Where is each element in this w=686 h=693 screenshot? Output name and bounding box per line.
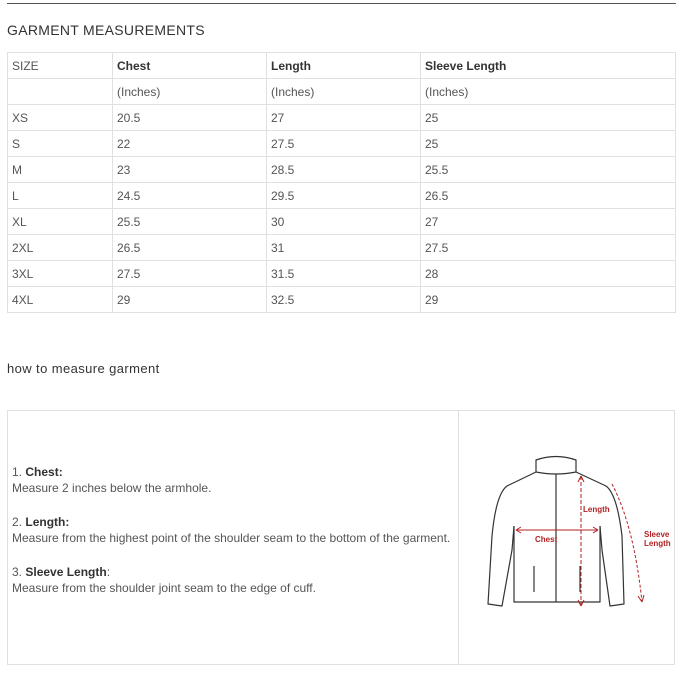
sleeve-label-line2: Length	[644, 539, 671, 548]
cell-chest: 22	[113, 131, 267, 157]
cell-chest: 26.5	[113, 235, 267, 261]
step-description: Measure from the highest point of the shoulder seam to the bottom of the garment.	[12, 531, 451, 545]
cell-sleeve-length: 28	[421, 261, 676, 287]
units-length: (Inches)	[267, 79, 421, 105]
cell-size: M	[8, 157, 113, 183]
cell-size: XS	[8, 105, 113, 131]
step-number: 2.	[12, 515, 23, 529]
table-row	[8, 131, 676, 157]
table-row	[8, 105, 676, 131]
length-label: Length	[583, 505, 610, 514]
table-row	[8, 261, 676, 287]
page-title: GARMENT MEASUREMENTS	[7, 22, 205, 38]
step-number: 3.	[12, 565, 23, 579]
cell-sleeve-length: 25	[421, 105, 676, 131]
cell-sleeve-length: 26.5	[421, 183, 676, 209]
table-row	[8, 287, 676, 313]
cell-size: L	[8, 183, 113, 209]
cell-size: XL	[8, 209, 113, 235]
cell-sleeve-length: 27.5	[421, 235, 676, 261]
cell-sleeve-length: 25.5	[421, 157, 676, 183]
table-row	[8, 235, 676, 261]
cell-size: S	[8, 131, 113, 157]
cell-chest: 23	[113, 157, 267, 183]
cell-chest: 24.5	[113, 183, 267, 209]
howto-heading: how to measure garment	[7, 361, 160, 376]
step-length	[12, 514, 450, 546]
sleeve-measure-line	[612, 484, 642, 602]
jacket-collar	[536, 457, 576, 475]
chest-label: Chest	[535, 535, 558, 544]
jacket-diagram	[474, 446, 674, 616]
cell-sleeve-length: 29	[421, 287, 676, 313]
cell-length: 27	[267, 105, 421, 131]
cell-sleeve-length: 27	[421, 209, 676, 235]
cell-chest: 20.5	[113, 105, 267, 131]
cell-length: 32.5	[267, 287, 421, 313]
cell-chest: 27.5	[113, 261, 267, 287]
units-chest: (Inches)	[113, 79, 267, 105]
step-title: Length:	[25, 515, 70, 529]
header-size: SIZE	[8, 53, 113, 79]
units-row	[8, 79, 676, 105]
header-length: Length	[267, 53, 421, 79]
step-description: Measure 2 inches below the armhole.	[12, 481, 212, 495]
table-header-row	[8, 53, 676, 79]
cell-chest: 25.5	[113, 209, 267, 235]
cell-size: 2XL	[8, 235, 113, 261]
cell-length: 28.5	[267, 157, 421, 183]
step-chest	[12, 464, 211, 496]
cell-sleeve-length: 25	[421, 131, 676, 157]
header-chest: Chest	[113, 53, 267, 79]
top-divider	[7, 3, 676, 4]
step-title: Chest:	[25, 465, 63, 479]
jacket-outline	[488, 457, 624, 607]
step-sleeve-length	[12, 564, 316, 596]
guide-divider	[458, 411, 459, 664]
cell-length: 31.5	[267, 261, 421, 287]
cell-length: 31	[267, 235, 421, 261]
step-title: Sleeve Length	[25, 565, 107, 579]
measure-guide	[7, 410, 675, 665]
cell-chest: 29	[113, 287, 267, 313]
step-number: 1.	[12, 465, 23, 479]
sleeve-label-line1: Sleeve	[644, 530, 670, 539]
step-title-colon: :	[106, 565, 111, 579]
size-table	[7, 52, 676, 313]
step-description: Measure from the shoulder joint seam to the edge of cuff.	[12, 581, 316, 595]
table-row	[8, 157, 676, 183]
header-sleeve-length: Sleeve Length	[421, 53, 676, 79]
units-size	[8, 79, 113, 105]
table-row	[8, 183, 676, 209]
cell-length: 29.5	[267, 183, 421, 209]
units-sleeve-length: (Inches)	[421, 79, 676, 105]
cell-size: 4XL	[8, 287, 113, 313]
cell-length: 27.5	[267, 131, 421, 157]
cell-size: 3XL	[8, 261, 113, 287]
table-row	[8, 209, 676, 235]
cell-length: 30	[267, 209, 421, 235]
